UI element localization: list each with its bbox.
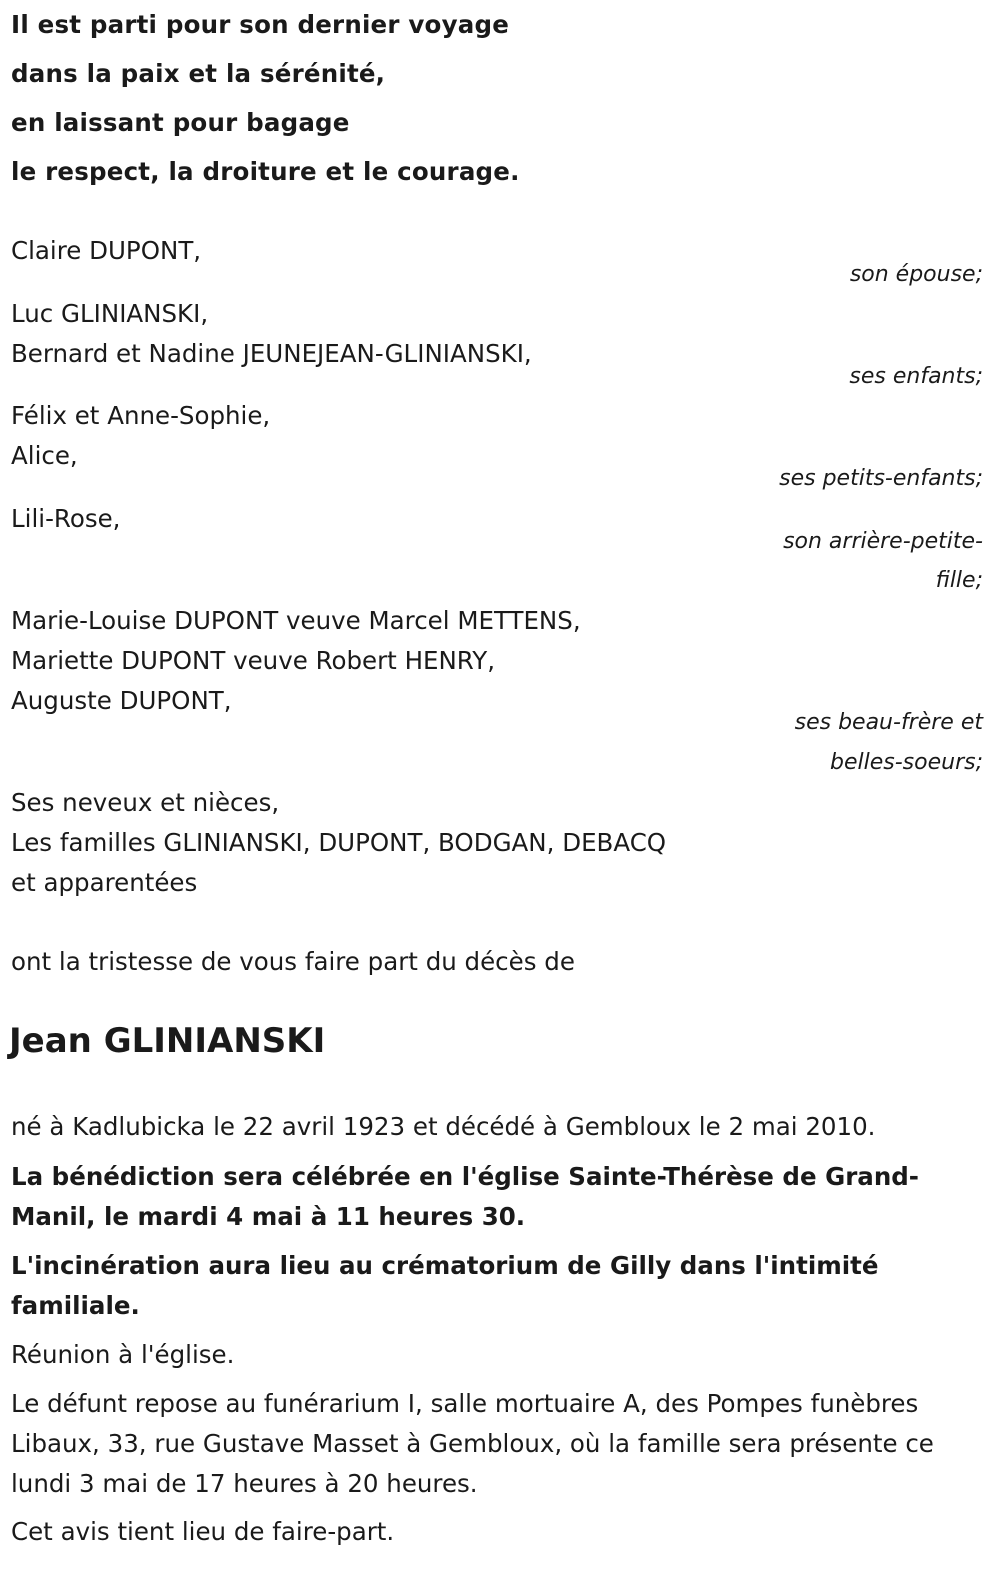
great-grandchild-role-line-2: fille; (935, 568, 983, 593)
child-name-1: Luc GLINIANSKI, (11, 299, 209, 328)
in-laws-role-line-1: ses beau-frère et (794, 710, 983, 735)
other-relatives-line-1: Ses neveux et nièces, (11, 788, 280, 817)
meeting-text: Réunion à l'église. (11, 1340, 235, 1369)
in-law-name-1: Marie-Louise DUPONT veuve Marcel METTENS, (11, 606, 581, 635)
spouse-role: son épouse; (849, 262, 983, 287)
notice-text: Cet avis tient lieu de faire-part. (11, 1517, 395, 1546)
grandchild-name-1: Félix et Anne-Sophie, (11, 401, 271, 430)
great-grandchild-role-line-1: son arrière-petite- (783, 529, 983, 554)
in-law-name-2: Mariette DUPONT veuve Robert HENRY, (11, 646, 496, 675)
poem-line-4: le respect, la droiture et le courage. (11, 157, 520, 186)
children-role: ses enfants; (849, 364, 983, 389)
grandchild-name-2: Alice, (11, 441, 78, 470)
great-grandchild-name: Lili-Rose, (11, 504, 121, 533)
child-name-2: Bernard et Nadine JEUNEJEAN-GLINIANSKI, (11, 339, 532, 368)
other-relatives-line-2: Les familles GLINIANSKI, DUPONT, BODGAN, DEBACQ (11, 828, 667, 857)
in-laws-role-line-2: belles-soeurs; (830, 750, 983, 775)
other-relatives-line-3: et apparentées (11, 868, 198, 897)
grandchildren-role: ses petits-enfants; (779, 466, 983, 491)
blessing-text: La bénédiction sera célébrée en l'église Sainte-Thérèse de Grand-Manil, le mardi 4 mai à 11 heures 30. (11, 1162, 919, 1231)
cremation-text: L'incinération aura lieu au crématorium de Gilly dans l'intimité familiale. (11, 1251, 879, 1320)
poem-line-1: Il est parti pour son dernier voyage (11, 10, 510, 39)
deceased-name: Jean GLINIANSKI (9, 1021, 326, 1061)
poem-line-3: en laissant pour bagage (11, 108, 350, 137)
in-law-name-3: Auguste DUPONT, (11, 686, 232, 715)
spouse-name: Claire DUPONT, (11, 236, 202, 265)
poem-line-2: dans la paix et la sérénité, (11, 59, 386, 88)
birth-death-text: né à Kadlubicka le 22 avril 1923 et décédé à Gembloux le 2 mai 2010. (11, 1112, 876, 1141)
viewing-text: Le défunt repose au funérarium I, salle mortuaire A, des Pompes funèbres Libaux, 33, rue Gustave Masset à Gembloux, où la famille sera présente ce lundi 3 mai de 17 heures à 20 heures. (11, 1389, 934, 1498)
announcement-text: ont la tristesse de vous faire part du décès de (11, 947, 575, 976)
